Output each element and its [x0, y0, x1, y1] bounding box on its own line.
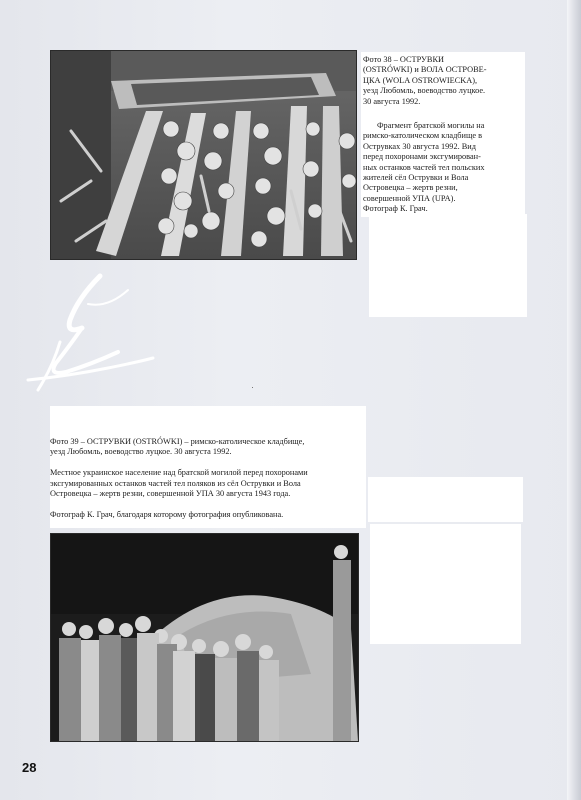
- photo-39-caption: Фото 39 – ОСТРУВКИ (OSTRÓWKI) – римско-католическое кладбище, уезд Любомль, воеводство луцкое. 30 августа 1992. Местное украинское население над братской могилой перед похоронами эксгумированных останков частей тел поляков из сёл Острувки и Вола Островецка – жертв резни, совершенной УПА 30 августа 1943 года. Фотограф К. Грач, благодаря которому фотография опубликована.: [50, 437, 308, 519]
- blank-patch: [370, 524, 521, 644]
- photo-38-title: Фото 38 – ОСТРУВКИ (OSTRÓWKI) и ВОЛА ОСТРОВЕ- ЦКА (WOLA OSTROWIECKA), уезд Любомль, воеводство луцкое. 30 августа 1992.: [363, 55, 487, 106]
- page-edge-shadow: [567, 0, 581, 800]
- photo-38-description: Фрагмент братской могилы на римско-католическом кладбище в Острувках 30 августа 1992. Вид перед похоронами эксгумирован- ных останков частей тел польских жителей сёл Острувки и Вола Островецка – жертв резни, совершенной УПА (UPA). Фотограф К. Грач.: [363, 121, 485, 214]
- decorative-flourish-icon: [8, 268, 158, 398]
- photo-crowd-at-grave: [50, 533, 359, 742]
- paper-speck: [252, 387, 253, 388]
- photo-mass-grave-remains: [50, 50, 357, 260]
- blank-patch: [368, 477, 523, 522]
- blank-patch: [369, 214, 527, 317]
- page-number: 28: [22, 760, 37, 775]
